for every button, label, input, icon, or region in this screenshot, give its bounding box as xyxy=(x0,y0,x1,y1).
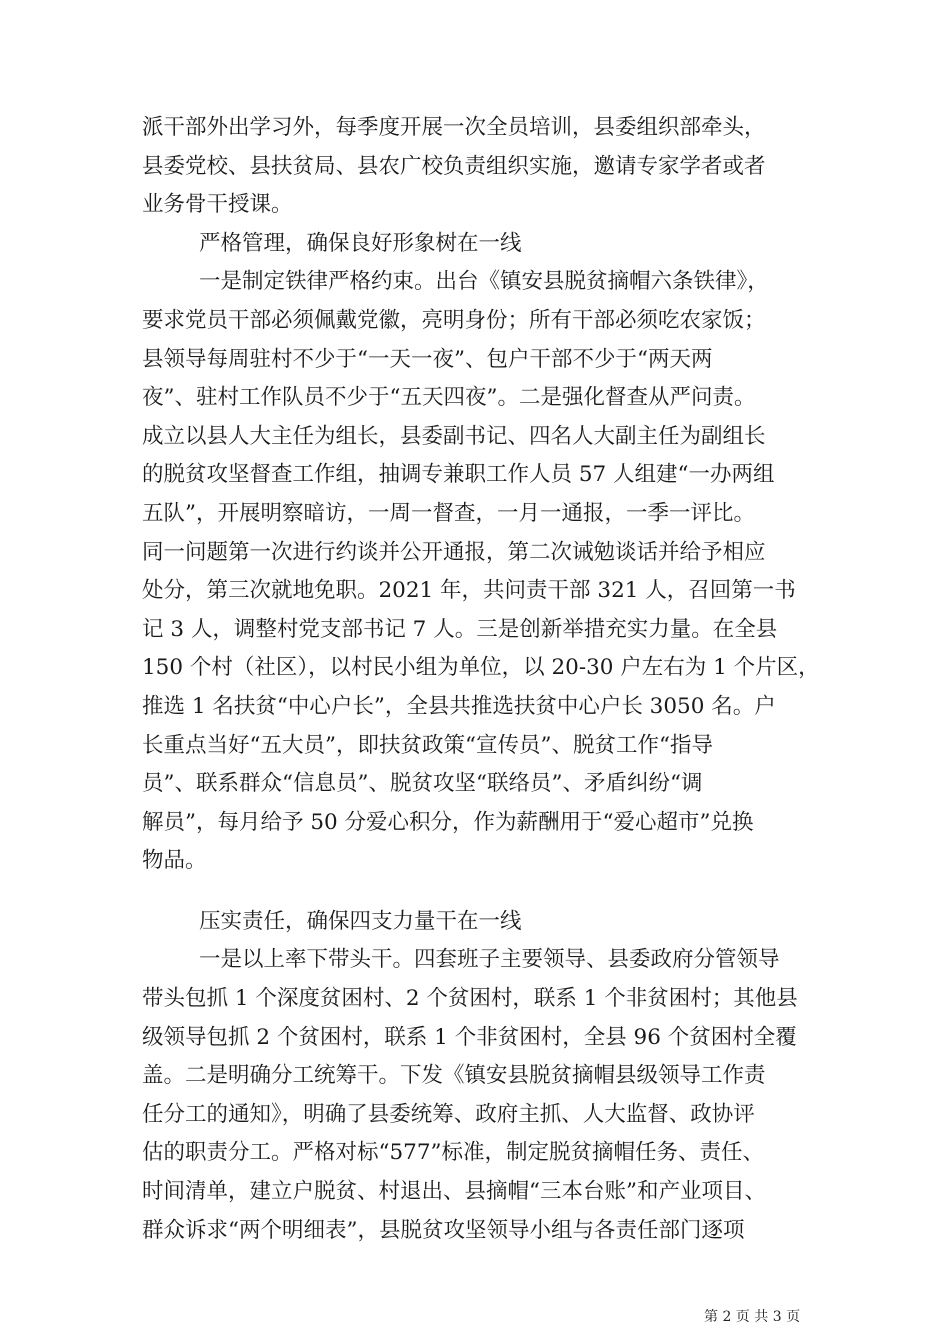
text-line: 一是制定铁律严格约束。出台《镇安县脱贫摘帽六条铁律》， xyxy=(199,269,769,295)
text-line: 县领导每周驻村不少于“一天一夜”、包户干部不少于“两天两 xyxy=(142,346,713,372)
text-line: 解员”，每月给予 50 分爱心积分，作为薪酬用于“爱心超市”兑换 xyxy=(142,809,754,835)
text-line: 县委党校、县扶贫局、县农广校负责组织实施，邀请专家学者或者 xyxy=(142,153,766,179)
paragraph-strict-management xyxy=(142,263,832,881)
text-line: 要求党员干部必须佩戴党徽，亮明身份；所有干部必须吃农家饭； xyxy=(142,307,766,333)
text-line: 记 3 人，调整村党支部书记 7 人。三是创新举措充实力量。在全县 xyxy=(142,616,778,642)
text-line: 推选 1 名扶贫“中心户长”，全县共推选扶贫中心户长 3050 名。户 xyxy=(142,693,776,719)
text-line: 任分工的通知》，明确了县委统筹、政府主抓、人大监督、政协评 xyxy=(142,1101,755,1127)
text-line: 带头包抓 1 个深度贫困村、2 个贫困村，联系 1 个非贫困村；其他县 xyxy=(142,986,798,1012)
paragraph-responsibility xyxy=(142,941,832,1250)
text-line: 长重点当好“五大员”，即扶贫政策“宣传员”、脱贫工作“指导 xyxy=(142,732,713,758)
page-number: 第 2 页 共 3 页 xyxy=(704,1309,801,1325)
text-line: 一是以上率下带头干。四套班子主要领导、县委政府分管领导 xyxy=(199,947,780,973)
paragraph-training xyxy=(142,109,832,225)
text-line: 物品。 xyxy=(142,848,207,874)
text-line: 级领导包抓 2 个贫困村，联系 1 个非贫困村，全县 96 个贫困村全覆 xyxy=(142,1024,797,1050)
text-line: 估的职责分工。严格对标“577”标准，制定脱贫摘帽任务、责任、 xyxy=(142,1140,765,1166)
section-heading-responsibility: 压实责任，确保四支力量干在一线 xyxy=(199,908,522,934)
text-line: 同一问题第一次进行约谈并公开通报，第二次诫勉谈话并给予相应 xyxy=(142,539,766,565)
text-line: 的脱贫攻坚督查工作组，抽调专兼职工作人员 57 人组建“一办两组 xyxy=(142,462,775,488)
text-line: 业务骨干授课。 xyxy=(142,192,293,218)
text-line: 150 个村（社区），以村民小组为单位，以 20-30 户左右为 1 个片区， xyxy=(142,655,820,681)
text-line: 时间清单，建立户脱贫、村退出、县摘帽“三本台账”和产业项目、 xyxy=(142,1179,766,1205)
text-line: 夜”、驻村工作队员不少于“五天四夜”。二是强化督查从严问责。 xyxy=(142,385,756,411)
text-line: 处分，第三次就地免职。2021 年，共问责干部 321 人，召回第一书 xyxy=(142,578,796,604)
text-line: 派干部外出学习外，每季度开展一次全员培训，县委组织部牵头， xyxy=(142,115,766,140)
text-line: 成立以县人大主任为组长，县委副书记、四名人大副主任为副组长 xyxy=(142,423,766,449)
section-heading-strict-management: 严格管理，确保良好形象树在一线 xyxy=(199,230,522,256)
text-line: 员”、联系群众“信息员”、脱贫攻坚“联络员”、矛盾纠纷“调 xyxy=(142,771,703,797)
text-line: 盖。二是明确分工统筹干。下发《镇安县脱贫摘帽县级领导工作责 xyxy=(142,1063,766,1089)
text-line: 群众诉求“两个明细表”，县脱贫攻坚领导小组与各责任部门逐项 xyxy=(142,1217,745,1243)
document-body xyxy=(142,109,832,1250)
text-line: 五队”，开展明察暗访，一周一督查，一月一通报，一季一评比。 xyxy=(142,500,755,526)
paragraph-spacer xyxy=(142,881,832,903)
